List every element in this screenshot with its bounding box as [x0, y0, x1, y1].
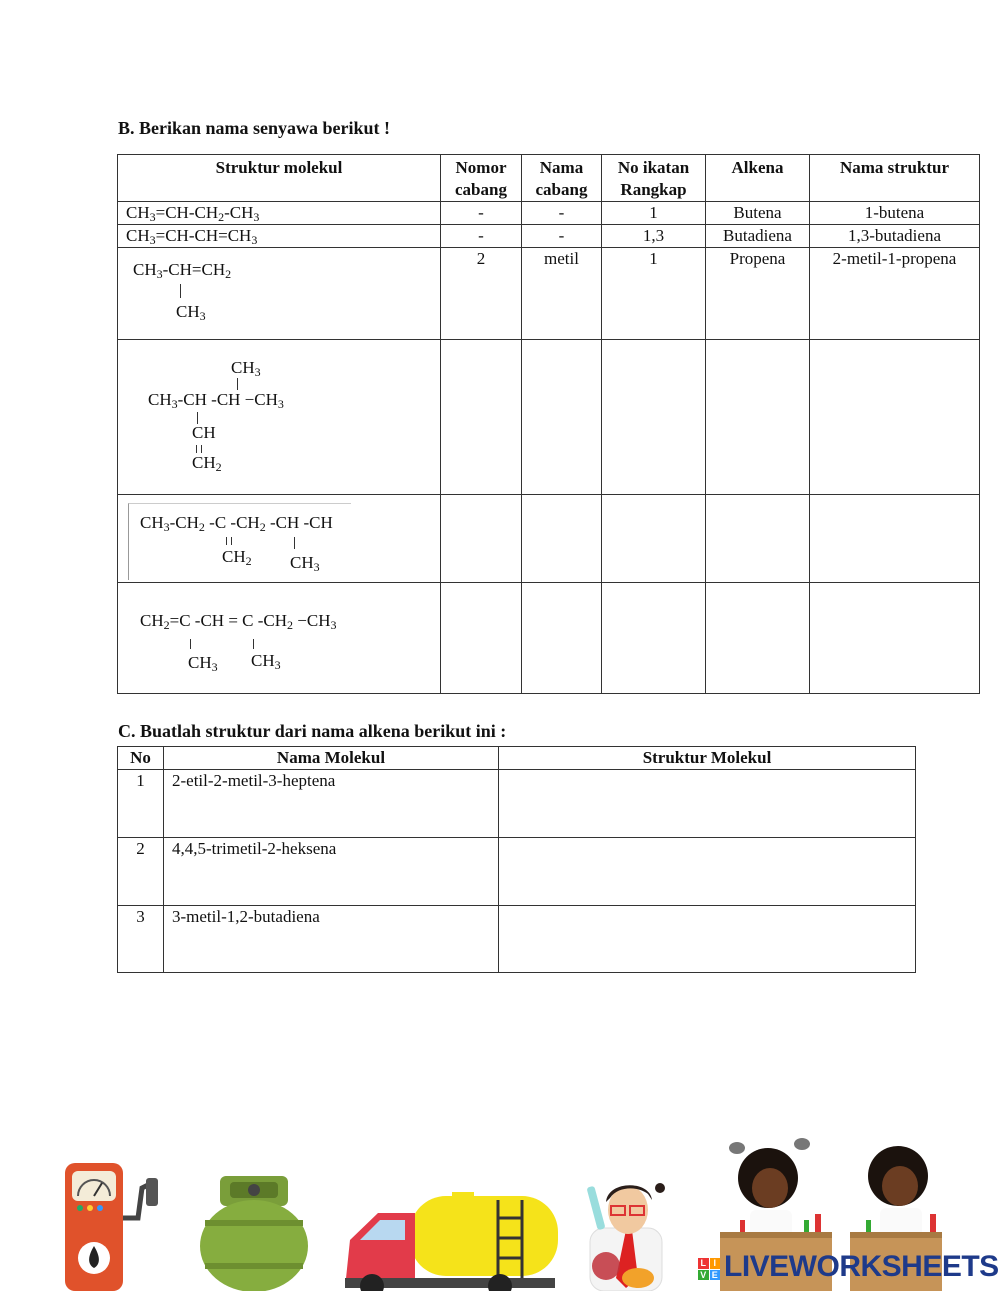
section-c-title: C. Buatlah struktur dari nama alkena berikut ini :: [118, 721, 507, 741]
header-alkena: Alkena: [706, 155, 810, 202]
answer-cell[interactable]: [602, 340, 706, 495]
table-row: [118, 770, 916, 838]
structure-formula: $CH_3=CH-CH=CH_3$: [118, 225, 441, 248]
cell-nama-cabang: -: [522, 202, 602, 225]
answer-cell[interactable]: [522, 495, 602, 583]
section-c-table: [117, 746, 916, 973]
header-struktur-molekul: Struktur Molekul: [499, 747, 916, 770]
answer-cell[interactable]: [499, 770, 916, 838]
cell-nama-cabang: -: [522, 225, 602, 248]
answer-cell[interactable]: [441, 583, 522, 694]
cell-nama-molekul: 2-etil-2-metil-3-heptena: [164, 770, 499, 838]
cell-alkena: Butadiena: [706, 225, 810, 248]
structure-drawing: $CH_3-CH_2$ -C $-CH_2$ -CH -CH $CH_2$ $CH_3$: [118, 495, 441, 583]
table-row: [118, 583, 980, 694]
tanker-truck-icon: [345, 1192, 558, 1291]
table-row: [118, 225, 980, 248]
answer-cell[interactable]: [441, 495, 522, 583]
header-nama-cabang: Nama cabang: [522, 155, 602, 202]
header-no: No: [118, 747, 164, 770]
cell-nama-molekul: 4,4,5-trimetil-2-heksena: [164, 838, 499, 906]
answer-cell[interactable]: [522, 583, 602, 694]
table-header-row: [118, 155, 980, 202]
cell-nama-struktur: 2-metil-1-propena: [810, 248, 980, 340]
cell-nomor-cabang: -: [441, 202, 522, 225]
cell-nama-struktur: 1,3-butadiena: [810, 225, 980, 248]
answer-cell[interactable]: [602, 495, 706, 583]
table-row: [118, 495, 980, 583]
structure-formula: $CH_3=CH-CH_2-CH_3$: [118, 202, 441, 225]
header-nama-struktur: Nama struktur: [810, 155, 980, 202]
header-no-ikatan: No ikatan Rangkap: [602, 155, 706, 202]
cell-alkena: Butena: [706, 202, 810, 225]
cell-nama-molekul: 3-metil-1,2-butadiena: [164, 906, 499, 973]
answer-cell[interactable]: [499, 906, 916, 973]
answer-cell[interactable]: [441, 340, 522, 495]
liveworksheets-logo-icon: L I V E: [698, 1258, 720, 1280]
answer-cell[interactable]: [810, 495, 980, 583]
header-struktur: Struktur molekul: [118, 155, 441, 202]
section-b-title: B. Berikan nama senyawa berikut !: [118, 118, 391, 138]
cell-nama-cabang: metil: [522, 248, 602, 340]
table-row: [118, 202, 980, 225]
scientist-boy-icon: [586, 1183, 665, 1291]
table-row: [118, 906, 916, 973]
structure-drawing: $CH_3-CH=CH_2$ $CH_3$: [118, 248, 441, 340]
table-row: [118, 838, 916, 906]
answer-cell[interactable]: [706, 340, 810, 495]
cell-nama-struktur: 1-butena: [810, 202, 980, 225]
table-row: [118, 248, 980, 340]
table-header-row: [118, 747, 916, 770]
answer-cell[interactable]: [810, 583, 980, 694]
structure-drawing: $CH_3$ $CH_3-CH$ $-CH -CH_3$ CH $CH_2$: [118, 340, 441, 495]
cell-no-ikatan: 1: [602, 202, 706, 225]
fuel-pump-icon: [65, 1163, 158, 1291]
watermark-text: LIVEWORKSHEETS: [724, 1250, 999, 1283]
cell-no: 3: [118, 906, 164, 973]
answer-cell[interactable]: [706, 583, 810, 694]
header-nomor-cabang: Nomor cabang: [441, 155, 522, 202]
cell-alkena: Propena: [706, 248, 810, 340]
answer-cell[interactable]: [522, 340, 602, 495]
section-b-table: [117, 154, 980, 694]
structure-drawing: $CH_2=C$ -CH = C $-CH_2 -CH_3$ $CH_3$ $CH_3$: [118, 583, 441, 694]
gas-cylinder-icon: [200, 1176, 308, 1291]
answer-cell[interactable]: [499, 838, 916, 906]
answer-cell[interactable]: [706, 495, 810, 583]
header-nama-molekul: Nama Molekul: [164, 747, 499, 770]
cell-nomor-cabang: -: [441, 225, 522, 248]
cell-no: 1: [118, 770, 164, 838]
cell-no-ikatan: 1: [602, 248, 706, 340]
answer-cell[interactable]: [602, 583, 706, 694]
cell-nomor-cabang: 2: [441, 248, 522, 340]
table-row: [118, 340, 980, 495]
answer-cell[interactable]: [810, 340, 980, 495]
cell-no-ikatan: 1,3: [602, 225, 706, 248]
cell-no: 2: [118, 838, 164, 906]
